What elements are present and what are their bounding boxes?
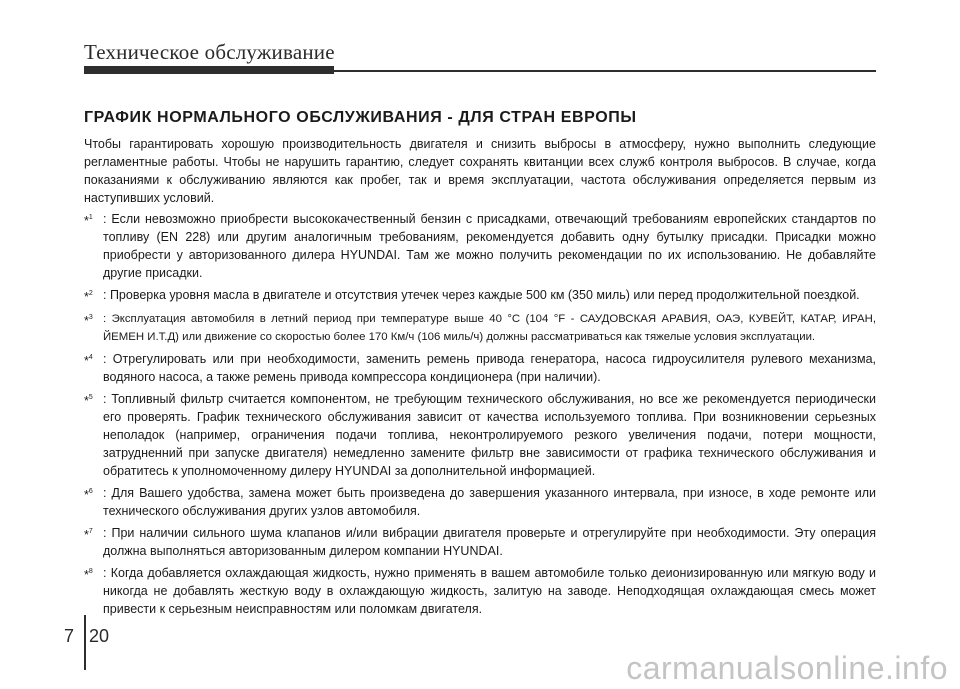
page-header-title: Техническое обслуживание bbox=[84, 40, 335, 64]
footnote-7 bbox=[84, 524, 876, 560]
header-rule-thin bbox=[334, 70, 876, 72]
chapter-number: 7 bbox=[64, 626, 75, 646]
footnote-text: : Для Вашего удобства, замена может быть произведена до завершения указанного интервала, при износе, в ходе ремонте или технического обслуживания других узлов автомобиля. bbox=[103, 486, 876, 519]
footnote-marker: *$^8$ bbox=[84, 568, 93, 583]
footnote-3 bbox=[84, 310, 876, 346]
footnote-marker: *$^6$ bbox=[84, 488, 93, 503]
footnote-marker: *$^7$ bbox=[84, 528, 93, 543]
main-content bbox=[84, 108, 876, 622]
intro-paragraph: Чтобы гарантировать хорошую производительность двигателя и снизить выбросы в атмосферу, нужно выполнить следующие регламентные работы. Чтобы не нарушить гарантию, следует сохранять квитанции всех служб контроля выбросов. В случае, когда показаниями к обслуживанию являются как пробег, так и время эксплуатации, частота обслуживания определяется первым из наступивших условий. bbox=[84, 137, 876, 205]
footnote-text: : Когда добавляется охлаждающая жидкость, нужно применять в вашем автомобиле только деионизированную или мягкую воду и никогда не добавлять жесткую воду в охлаждающую жидкость, залитую на заводе. Неподходящая охлаждающая смесь может привести к серьезным неисправностям или поломкам двигателя. bbox=[103, 566, 876, 617]
footnote-2 bbox=[84, 286, 876, 306]
page-number: 20 bbox=[89, 626, 110, 646]
site-watermark: carmanualsonline.info bbox=[626, 650, 948, 686]
footnote-marker: *$^2$ bbox=[84, 290, 93, 305]
section-title: ГРАФИК НОРМАЛЬНОГО ОБСЛУЖИВАНИЯ - ДЛЯ СТРАН ЕВРОПЫ bbox=[84, 109, 637, 126]
footnote-4 bbox=[84, 350, 876, 386]
footnote-text: : Топливный фильтр считается компонентом, не требующим технического обслуживания, но все же рекомендуется периодически его проверять. График технического обслуживания зависит от качества используемого топлива. При возникновении серьезных неполадок (например, ограничения подачи топлива, неконтролируемого резкого увеличения подачи, потери мощности, затрудненний при запуске двигателя) немедленно замените фильтр вне зависимости от графика технического обслуживания и обратитесь к уполномоченному дилеру HYUNDAI за дополнительной информацией. bbox=[103, 392, 876, 479]
footnote-text: : Отрегулировать или при необходимости, заменить ремень привода генератора, насоса гидроусилителя рулевого механизма, водяного насоса, а также ремень привода компрессора кондиционера (при наличии). bbox=[103, 352, 876, 385]
header-rule-thick bbox=[84, 66, 334, 74]
footnote-text: : Если невозможно приобрести высококачественный бензин с присадками, отвечающий требованиям европейских стандартов по топливу (EN 228) или другим аналогичным требованиям, рекомендуется добавить одну бутылку присадки. Присадки можно приобрести у авторизованного дилера HYUNDAI. Там же можно получить рекомендации по их использованию. Не добавляйте другие присадки. bbox=[103, 212, 876, 280]
footnote-marker: *$^1$ bbox=[84, 214, 93, 229]
footnote-text: : Эксплуатация автомобиля в летний период при температуре выше 40 °С (104 °F - САУДОВСКАЯ АРАВИЯ, ОАЭ, КУВЕЙТ, КАТАР, ИРАН, ЙЕМЕН И.Т.Д) или движение со скоростью более 170 Км/ч (106 миль/ч) должны рассматриваться как тяжелые условия эксплуатации. bbox=[103, 313, 876, 344]
footnote-marker: *$^5$ bbox=[84, 394, 93, 409]
footnote-marker: *$^4$ bbox=[84, 354, 93, 369]
footnote-5 bbox=[84, 390, 876, 480]
footer-divider bbox=[84, 615, 86, 670]
footnote-6 bbox=[84, 484, 876, 520]
footnote-text: : Проверка уровня масла в двигателе и отсутствия утечек через каждые 500 км (350 миль) или перед продолжительной поездкой. bbox=[103, 288, 860, 302]
footnote-marker: *$^3$ bbox=[84, 314, 93, 329]
footnote-8 bbox=[84, 564, 876, 618]
footnote-1 bbox=[84, 210, 876, 282]
footnote-text: : При наличии сильного шума клапанов и/или вибрации двигателя проверьте и отрегулируйте при необходимости. Эту операция должна выполняться авторизованным дилером компании HYUNDAI. bbox=[103, 526, 876, 559]
